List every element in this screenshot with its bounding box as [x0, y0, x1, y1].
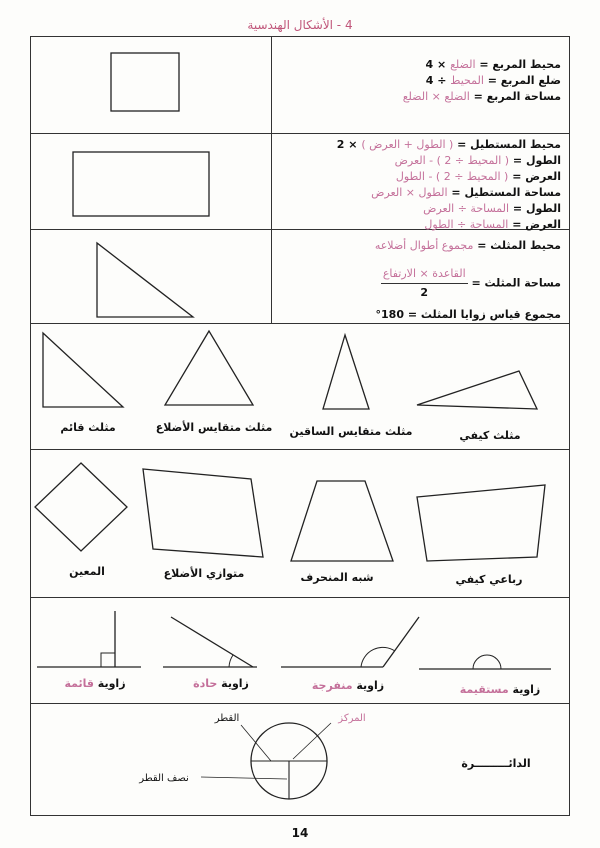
square-shape — [111, 53, 181, 113]
angle-straight-label: زاوية مستقيمة — [459, 683, 541, 696]
quad-parallelogram-label: متوازي الأضلاع — [163, 567, 245, 580]
triangle-shape — [97, 243, 197, 319]
triangle-type-right: مثلث قائم — [60, 421, 116, 434]
isosceles-triangle — [315, 333, 385, 413]
quad-irregular-label: رباعي كيفي — [455, 573, 523, 586]
angle-acute-label: زاوية حادة — [193, 677, 249, 690]
page-title: 4 - الأشكال الهندسية — [247, 18, 353, 32]
angle-obtuse-label: زاوية منفرجة — [311, 679, 385, 692]
quad-rhombus-label: المعين — [69, 565, 105, 578]
circle-diagram — [181, 709, 361, 809]
rectangle-formulas: محيط المستطيل = ( الطول + العرض ) × 2 الطول = ( المحيط ÷ 2 ) - العرض العرض = ( المحيط ÷ 2 ) - الطول مساحة المستطيل = الطول × العرض الطول = المساحة ÷ العرض العرض = المساحة ÷ الطول — [336, 138, 561, 231]
right-triangle — [41, 331, 151, 411]
circle-center-label: المركز — [338, 713, 366, 724]
circle-diameter-label: القطر — [214, 713, 240, 724]
triangle-type-scalene: مثلث كيفي — [459, 429, 521, 442]
scalene-triangle — [415, 367, 545, 417]
circle-title-label: الدائـــــــــرة — [461, 757, 531, 770]
angle-right-label: زاوية قائمة — [64, 677, 126, 690]
parallelogram-shape — [139, 467, 279, 563]
right-angle — [35, 609, 145, 673]
shapes-table — [30, 36, 570, 816]
triangle-type-isosceles: مثلث متقايس الساقين — [289, 425, 413, 438]
straight-angle — [417, 643, 557, 673]
rectangle-shape — [73, 152, 213, 218]
circle-radius-label: نصف القطر — [139, 773, 189, 784]
trapezoid-shape — [289, 479, 399, 565]
rhombus-shape — [33, 461, 133, 555]
triangle-formulas: محيط المثلث = مجموع أطوال أضلاعه مساحة المثلث = $\frac{\text{القاعدة × الارتفاع}}{2}$ مجموع قياس زوايا المثلث = 180° — [374, 239, 561, 321]
page-number: 14 — [291, 826, 309, 840]
triangle-type-equilateral: مثلث متقايس الأضلاع — [155, 421, 273, 434]
equilateral-triangle — [161, 329, 271, 409]
quadrilateral-shape — [415, 483, 555, 567]
acute-angle — [161, 613, 261, 673]
square-formulas: محيط المربع = الضلع × 4 ضلع المربع = المحيط ÷ 4 مساحة المربع = الضلع × الضلع — [402, 58, 561, 103]
quad-trapezoid-label: شبه المنحرف — [300, 571, 374, 584]
obtuse-angle — [279, 615, 429, 671]
